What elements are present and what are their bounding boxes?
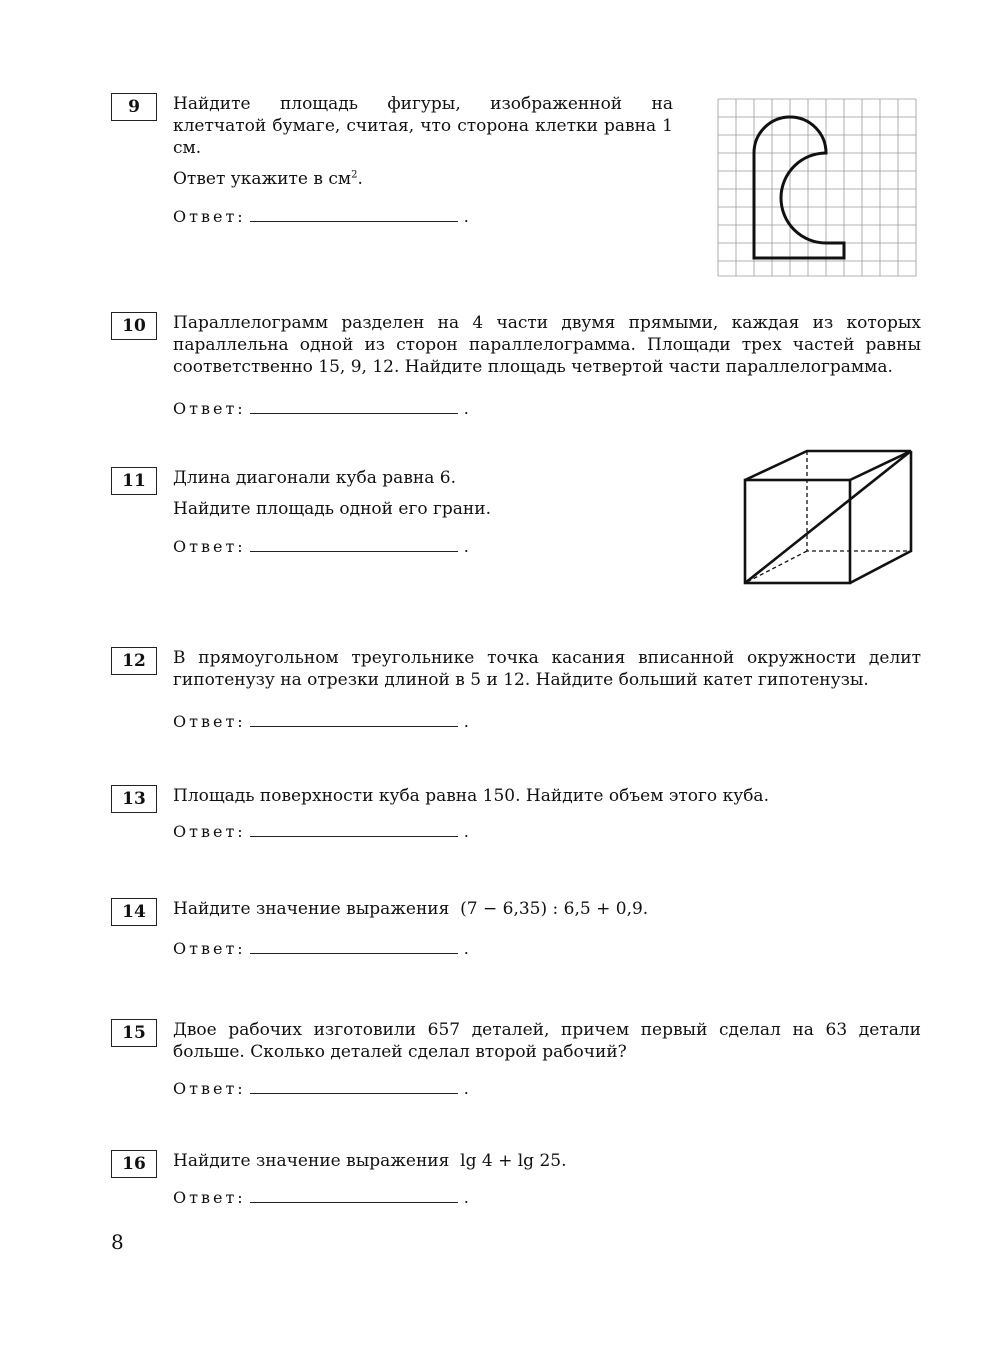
task-number: 14 bbox=[111, 898, 157, 926]
answer-field[interactable] bbox=[250, 1186, 458, 1203]
answer-field[interactable] bbox=[250, 397, 458, 414]
answer-label: Ответ: bbox=[173, 822, 246, 841]
task-number: 10 bbox=[111, 312, 157, 340]
answer-label: Ответ: bbox=[173, 1079, 246, 1098]
answer-field[interactable] bbox=[250, 205, 458, 222]
task-number: 9 bbox=[111, 93, 157, 121]
task-number: 11 bbox=[111, 467, 157, 495]
task-text: Найдите значение выражения (7 − 6,35) : 6,5 + 0,9. bbox=[173, 899, 649, 919]
answer-row: Ответ: . bbox=[173, 1079, 469, 1098]
answer-label: Ответ: bbox=[173, 1188, 246, 1207]
answer-label: Ответ: bbox=[173, 399, 246, 418]
math-expression: (7 − 6,35) : 6,5 + 0,9 bbox=[460, 899, 643, 919]
math-expression: lg 4 + lg 25 bbox=[460, 1151, 562, 1171]
task-text: Найдите значение выражения lg 4 + lg 25. bbox=[173, 1151, 567, 1171]
task-text: В прямоугольном треугольнике точка касания вписанной окружности делит гипотенузу на отрезки длиной в 5 и 12. Найдите больший катет гипотенузы. bbox=[173, 648, 921, 690]
task-text: Двое рабочих изготовили 657 деталей, причем первый сделал на 63 детали больше. Сколько деталей сделал второй рабочий? bbox=[173, 1020, 921, 1062]
answer-field[interactable] bbox=[250, 937, 458, 954]
task-number: 13 bbox=[111, 785, 157, 813]
cube-figure bbox=[740, 446, 916, 586]
answer-row: Ответ: . bbox=[173, 1188, 469, 1207]
figure-outline bbox=[754, 117, 844, 258]
task-number: 15 bbox=[111, 1019, 157, 1047]
page-number: 8 bbox=[111, 1230, 124, 1254]
answer-field[interactable] bbox=[250, 535, 458, 552]
grid-figure bbox=[715, 96, 919, 278]
answer-field[interactable] bbox=[250, 710, 458, 727]
task-text: Параллелограмм разделен на 4 части двумя прямыми, каждая из которых параллельна одной из сторон параллелограмма. Площади трех частей равны соответственно 15, 9, 12. Найдите площадь четвертой части параллелограмма. bbox=[173, 313, 921, 377]
answer-label: Ответ: bbox=[173, 207, 246, 226]
answer-label: Ответ: bbox=[173, 712, 246, 731]
answer-row: Ответ: . bbox=[173, 712, 469, 731]
task-text: Найдите площадь фигуры, изображенной на клетчатой бумаге, считая, что сторона клетки равна 1 см. bbox=[173, 94, 673, 158]
answer-label: Ответ: bbox=[173, 939, 246, 958]
answer-row: Ответ: . bbox=[173, 399, 469, 418]
answer-field[interactable] bbox=[250, 1077, 458, 1094]
answer-field[interactable] bbox=[250, 820, 458, 837]
answer-label: Ответ: bbox=[173, 537, 246, 556]
task-number: 16 bbox=[111, 1150, 157, 1178]
task-text: Площадь поверхности куба равна 150. Найдите объем этого куба. bbox=[173, 786, 769, 806]
answer-row: Ответ: . bbox=[173, 207, 469, 226]
task-text: Длина диагонали куба равна 6. bbox=[173, 468, 456, 488]
task-number: 12 bbox=[111, 647, 157, 675]
task-note: Найдите площадь одной его грани. bbox=[173, 499, 491, 519]
answer-row: Ответ: . bbox=[173, 939, 469, 958]
answer-row: Ответ: . bbox=[173, 822, 469, 841]
answer-row: Ответ: . bbox=[173, 537, 469, 556]
task-note: Ответ укажите в $см^2$. bbox=[173, 169, 363, 189]
